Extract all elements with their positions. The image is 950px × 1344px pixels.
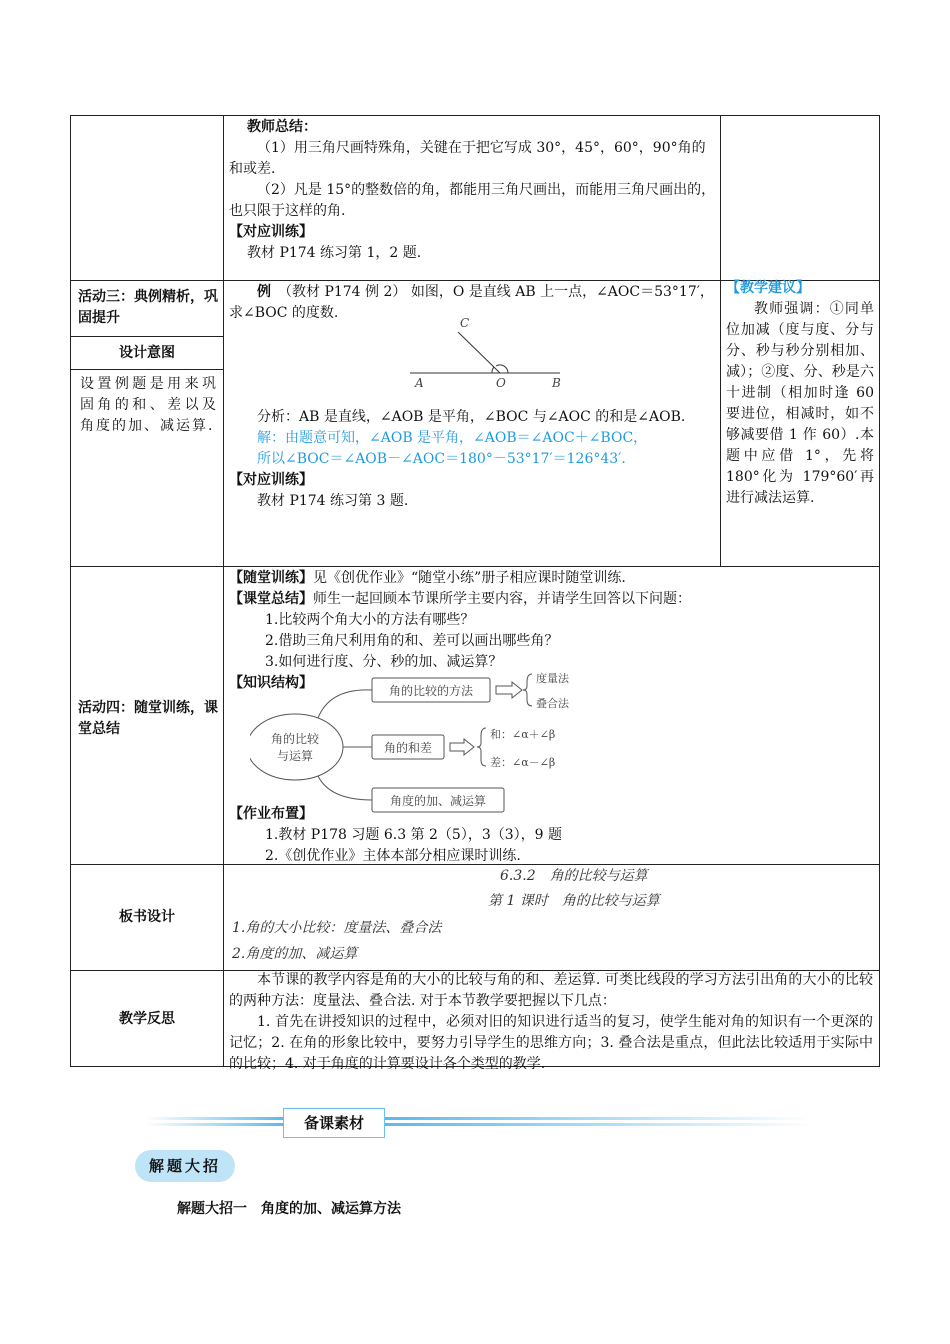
arrow-icon <box>496 682 522 698</box>
training-text-2: 教材 P174 练习第 3 题. <box>257 493 409 509</box>
mindmap-branch-1-label: 角的比较的方法 <box>388 684 474 698</box>
mindmap-center-line2: 与运算 <box>276 749 314 763</box>
banner-title: 备课素材 <box>283 1108 385 1138</box>
summary-text: 师生一起回顾本节课所学主要内容，并请学生回答以下问题： <box>313 591 691 607</box>
angle-arc-boc <box>496 365 508 373</box>
suggestion-text: 教师强调：①同单位加减（度与度、分与分、秒与秒分别相加、减）；②度、分、秒是六十进制（相加时逢 60 要进位，相减时，如不够减要借 1 作 60）.本题中应借 1°，先将 180°化为 179°60′再进行减法运算. <box>726 301 874 506</box>
reflection-para-1: 本节课的教学内容是角的大小的比较与角的和、差运算. 可类比线段的学习方法引出角的大小的比较的两种方法：度量法、叠合法. 对于本节教学要把握以下几点： <box>229 972 873 1009</box>
suggestion-title: 【教学建议】 <box>726 280 810 296</box>
angle-figure <box>405 316 575 392</box>
mindmap-edge-1 <box>318 690 372 718</box>
question-3: 3.如何进行度、分、秒的加、减运算？ <box>265 654 503 670</box>
tips-pill: 解题大招 <box>135 1150 235 1182</box>
mindmap-leaf-2: 叠合法 <box>536 697 569 710</box>
reflection-para-2: 1. 首先在讲授知识的过程中，必须对旧的知识进行适当的复习，使学生能对角的知识有一个更深的记忆；2. 在角的形象比较中，要努力引导学生的思维方向；3. 叠合法是重点，但此法比较适用于实际中的比较；4. 对于角度的计算要设计各个类型的教学. <box>229 1014 873 1072</box>
summary-title: 【课堂总结】 <box>229 591 313 607</box>
structure-title: 【知识结构】 <box>229 675 313 691</box>
board-item-2: 2.角度的加、减运算 <box>232 946 358 962</box>
board-heading-1: 6.3.2 角的比较与运算 <box>500 868 648 884</box>
homework-1: 1.教材 P178 习题 6.3 第 2（5），3（3），9 题 <box>265 827 563 843</box>
mindmap-leaf-1: 度量法 <box>536 672 569 685</box>
label-b: B <box>552 376 561 390</box>
reflection-cell <box>229 970 873 1075</box>
teacher-summary-title: 教师总结： <box>247 119 317 135</box>
question-2: 2.借助三角尺利用角的和、差可以画出哪些角？ <box>265 633 559 649</box>
teaching-suggestion-cell <box>726 278 874 509</box>
homework-cell <box>229 804 869 867</box>
summary-line-2: （2）凡是 15°的整数倍的角，都能用三角尺画出，而能用三角尺画出的，也只限于这样的角. <box>229 182 716 219</box>
knowledge-mindmap <box>250 670 610 820</box>
summary-line-1: （1）用三角尺画特殊角，关键在于把它写成 30°，45°，60°，90°角的和或差. <box>229 140 706 177</box>
label-c: C <box>460 316 470 330</box>
angle-arc-aoc <box>492 367 494 373</box>
analysis-text: 分析：AB 是直线，∠AOB 是平角，∠BOC 与∠AOC 的和是∠AOB. <box>257 409 686 425</box>
question-1: 1.比较两个角大小的方法有哪些？ <box>265 612 475 628</box>
mindmap-center-node <box>250 714 343 780</box>
board-item-1: 1.角的大小比较：度量法、叠合法 <box>232 920 442 936</box>
mindmap-branch-2-label: 角的和差 <box>383 741 433 755</box>
activity-four-label: 活动四：随堂训练，课堂总结 <box>78 700 218 737</box>
analysis-cell <box>229 407 717 512</box>
training-text: 教材 P174 练习第 1，2 题. <box>247 245 422 261</box>
mindmap-edge-3 <box>318 776 372 800</box>
design-intent-title: 设计意图 <box>119 345 175 361</box>
homework-title: 【作业布置】 <box>229 806 313 822</box>
board-design-label: 板书设计 <box>119 909 175 925</box>
mindmap-center-line1: 角的比较 <box>270 732 320 746</box>
training-title-2: 【对应训练】 <box>229 472 313 488</box>
mindmap-branch-3-label: 角度的加、减运算 <box>389 794 487 808</box>
mindmap-leaf-3: 和：∠α＋∠β <box>490 728 556 741</box>
brace-icon <box>523 674 532 706</box>
example-label: 例 <box>257 284 271 300</box>
brace-icon-2 <box>477 728 486 766</box>
practice-title: 【随堂训练】 <box>229 570 313 586</box>
teaching-reflection-label: 教学反思 <box>119 1011 175 1027</box>
solution-line-2: 所以∠BOC＝∠AOB－∠AOC＝180°－53°17′＝126°43′. <box>257 451 626 467</box>
arrow-icon-2 <box>450 739 474 755</box>
homework-2: 2.《创优作业》主体本部分相应课时训练. <box>265 848 521 864</box>
practice-text: 见《创优作业》“随堂小练”册子相应课时随堂训练. <box>313 570 626 586</box>
banner-rule <box>145 1108 815 1136</box>
tips-subheading: 解题大招一 角度的加、减运算方法 <box>177 1201 401 1217</box>
label-o: O <box>496 376 506 390</box>
solution-line-1: 解：由题意可知，∠AOB 是平角，∠AOB＝∠AOC＋∠BOC， <box>257 430 648 446</box>
training-title: 【对应训练】 <box>229 224 313 240</box>
mindmap-leaf-4: 差：∠α－∠β <box>490 756 556 769</box>
design-intent-text: 设置例题是用来巩固角的和、差以及角度的加、减运算. <box>80 376 218 434</box>
example-text: （教材 P174 例 2） 如图，O 是直线 AB 上一点，∠AOC＝53°17′，求∠BOC 的度数. <box>229 284 714 321</box>
board-heading-2: 第 1 课时 角的比较与运算 <box>488 893 660 909</box>
teacher-summary-cell <box>229 117 717 264</box>
activity-three-label: 活动三：典例精析，巩固提升 <box>78 289 218 326</box>
label-a: A <box>415 376 424 390</box>
